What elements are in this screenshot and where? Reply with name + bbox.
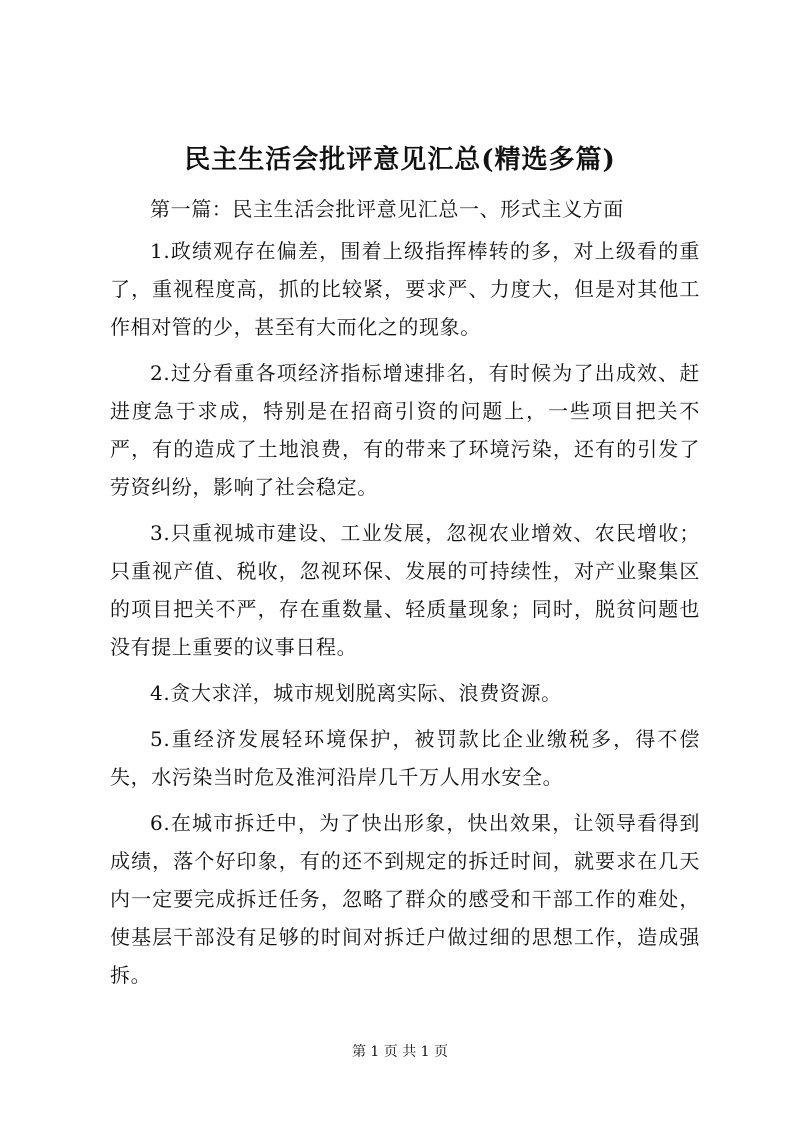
paragraph-1: 1.政绩观存在偏差，围着上级指挥棒转的多，对上级看的重了，重视程度高，抓的比较紧，要求严、力度大，但是对其他工作相对管的少，甚至有大而化之的现象。 [110, 239, 700, 339]
paragraph-6: 6.在城市拆迁中，为了快出形象，快出效果，让领导看得到成绩，落个好印象，有的还不到规定的拆迁时间，就要求在几天内一定要完成拆迁任务，忽略了群众的感受和干部工作的难处，使基层干部没有足够的时间对拆迁户做过细的思想工作，造成强拆。 [110, 811, 700, 987]
document-title: 民主生活会批评意见汇总(精选多篇) [184, 145, 616, 175]
paragraph-3: 3.只重视城市建设、工业发展，忽视农业增效、农民增收；只重视产值、税收，忽视环保、发展的可持续性，对产业聚集区的项目把关不严，存在重数量、轻质量现象；同时，脱贫问题也没有提上重要的议事日程。 [110, 521, 700, 659]
paragraph-5: 5.重经济发展轻环境保护，被罚款比企业缴税多，得不偿失，水污染当时危及淮河沿岸几千万人用水安全。 [110, 727, 700, 789]
page-footer: 第 1 页 共 1 页 [351, 1044, 449, 1060]
paragraph-2: 2.过分看重各项经济指标增速排名，有时候为了出成效、赶进度急于求成，特别是在招商引资的问题上，一些项目把关不严，有的造成了土地浪费，有的带来了环境污染，还有的引发了劳资纠纷，影响了社会稳定。 [110, 361, 700, 499]
paragraph-4: 4.贪大求洋，城市规划脱离实际、浪费资源。 [150, 681, 562, 705]
paragraph-intro: 第一篇：民主生活会批评意见汇总一、形式主义方面 [150, 197, 624, 221]
document-body [110, 190, 700, 1002]
